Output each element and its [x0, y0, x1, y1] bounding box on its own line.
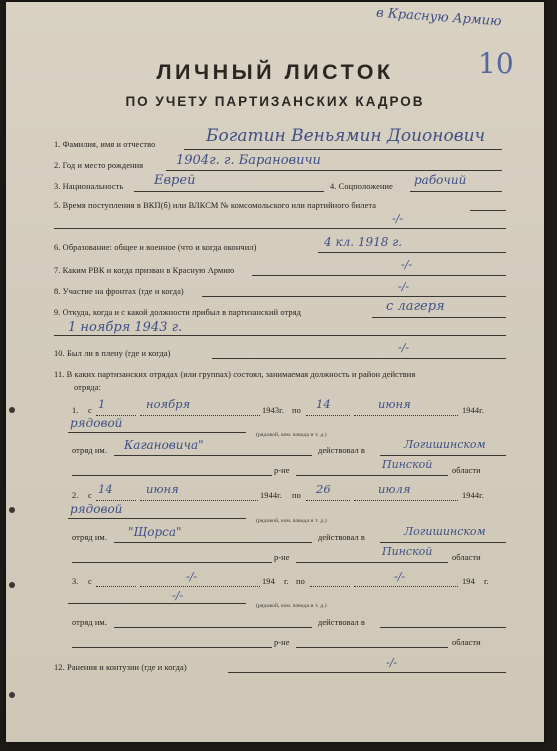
field-12-label: 12. Ранения и контузии (где и когда): [54, 663, 187, 672]
entry-2-num: 2.: [72, 491, 79, 500]
field-4-label: 4. Соцположение: [330, 182, 393, 191]
entry-1-to-month: июня: [378, 397, 411, 411]
entry-3-num: 3.: [72, 577, 79, 586]
field-12-value: -/-: [386, 656, 398, 669]
field-9-value-2: 1 ноября 1943 г.: [68, 320, 183, 335]
entry-1-num: 1.: [72, 406, 79, 415]
binder-hole: [9, 582, 15, 588]
page-subtitle: ПО УЧЕТУ ПАРТИЗАНСКИХ КАДРОВ: [125, 94, 425, 109]
binder-hole: [9, 507, 15, 513]
field-9-value: с лагеря: [386, 299, 445, 314]
field-4-value: рабочий: [414, 173, 467, 187]
entry-1-region: Пинской: [382, 458, 433, 471]
field-2-label: 2. Год и место рождения: [54, 161, 144, 170]
field-7-label: 7. Каким РВК и когда призван в Красную Армию: [54, 266, 235, 275]
field-6-value: 4 кл. 1918 г.: [324, 235, 403, 249]
entry-2-district: Логишинском: [404, 525, 486, 538]
entry-1-to-day: 14: [316, 397, 331, 411]
entry-1-otryad: Кагановича": [124, 438, 204, 452]
entry-2-otryad: "Щорса": [128, 525, 182, 539]
field-3-value: Еврей: [154, 173, 196, 188]
entry-2-to-month: июля: [378, 482, 411, 496]
entry-1-position: рядовой: [70, 416, 123, 430]
field-2-value: 1904г. г. Барановичи: [176, 153, 321, 168]
field-10-label: 10. Был ли в плену (где и когда): [54, 349, 171, 358]
top-handwritten-note: в Красную Армию: [375, 5, 502, 30]
entry-1-from-month: ноября: [146, 397, 191, 411]
entry-3-from-day: -/-: [186, 570, 198, 583]
entry-2-from-month: июня: [146, 482, 179, 496]
sheet-number: 10: [478, 47, 514, 80]
entry-2-from-day: 14: [98, 482, 113, 496]
field-10-value: -/-: [398, 341, 410, 354]
entry-3-position: -/-: [172, 589, 184, 602]
field-8-value: -/-: [398, 280, 410, 293]
entry-1-district: Логишинском: [404, 438, 486, 451]
binder-hole: [9, 407, 15, 413]
field-1-value: Богатин Веньямин Доионович: [206, 126, 486, 146]
document-sheet: в Красную Армию 10 ЛИЧНЫЙ ЛИСТОК ПО УЧЕТУ ПАРТИЗАНСКИХ КАДРОВ 1. Фамилия, имя и отчество Богатин Веньямин Доионович 2. Год и место рождения 1904г. г. Барановичи 3. Национальность Еврей 4. Соцположение рабочий 5. Время поступления в ВКП(б) или ВЛКСМ № комсомольского или партийного билета -/- 6. Образование: общее и военное (что и когда окончил) 4 кл. 1918 г. 7. Каким РВК и когда призван в Красную Армию -/- 8. Участие на фронтах (где и когда) -/- 9. Откуда, когда и с какой должности прибыл в партизанский отряд с лагеря 1 ноября 1943 г. 10. Был ли в плену (где и когда) -/- 11. В каких партизанских отрядах (или группах) состоял, занимаемая должность и район действия отряда: 1. с 1 ноября 1943г. по 14 июня 1944г. рядовой (рядовой, ком. взвода и т. д.) отряд им. Кагановича" действовал в Логишинском р-не Пинской области 2. с 14 июня 1944г. по 26 июля 1944г. рядовой (рядовой, ком. взвода и т. д.) отряд им. "Щорса" действовал в Логишинском р-не Пинской области 3. с -/- 194 г. по -/- 194 г. -/- (рядовой, ком. взвода и т. д.) отряд им. действовал в р-не области 12. Ранения и контузии (где и когда) -/-: [6, 2, 544, 742]
field-9-label: 9. Откуда, когда и с какой должности прибыл в партизанский отряд: [54, 308, 302, 317]
field-1-label: 1. Фамилия, имя и отчество: [54, 140, 156, 149]
field-11-label-2: отряда:: [74, 383, 101, 392]
field-3-label: 3. Национальность: [54, 182, 124, 191]
entry-2-to-day: 26: [316, 482, 331, 496]
field-5-label: 5. Время поступления в ВКП(б) или ВЛКСМ № комсомольского или партийного билета: [54, 201, 377, 210]
entry-2-position: рядовой: [70, 502, 123, 516]
entry-1-from-day: 1: [98, 397, 106, 411]
entry-3-to-month: -/-: [394, 570, 406, 583]
field-8-label: 8. Участие на фронтах (где и когда): [54, 287, 184, 296]
field-11-label: 11. В каких партизанских отрядах (или группах) состоял, занимаемая должность и район действия: [54, 370, 416, 379]
field-7-value: -/-: [401, 258, 413, 271]
field-5-value: -/-: [392, 212, 404, 225]
page-title: ЛИЧНЫЙ ЛИСТОК: [156, 60, 394, 84]
binder-hole: [9, 692, 15, 698]
field-6-label: 6. Образование: общее и военное (что и когда окончил): [54, 243, 257, 252]
entry-2-region: Пинской: [382, 545, 433, 558]
